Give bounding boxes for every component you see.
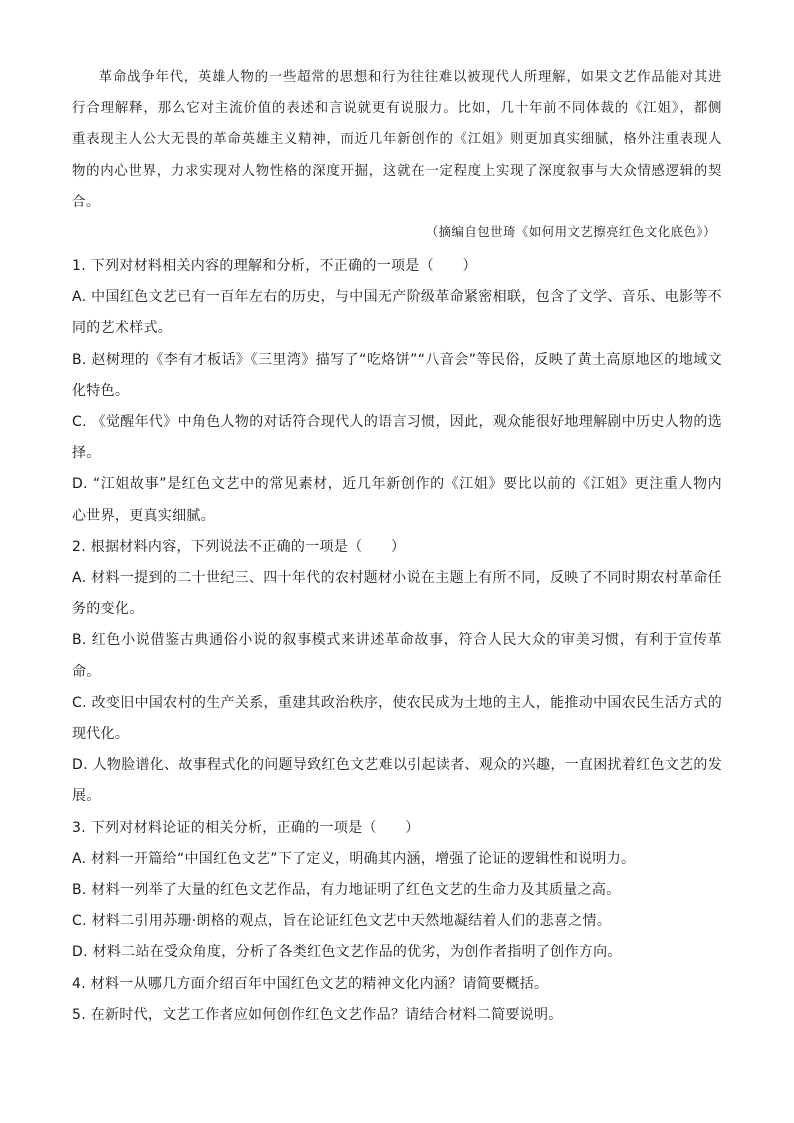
question-3-option-c: C. 材料二引用苏珊·朗格的观点，旨在论证红色文艺中天然地凝结着人们的悲喜之情。 bbox=[72, 913, 612, 930]
question-2-option-d: D. 人物脸谱化、故事程式化的问题导致红色文艺难以引起读者、观众的兴趣，一直困扰着红色文艺的发展。 bbox=[72, 757, 722, 805]
passage-paragraph: 革命战争年代，英雄人物的一些超常的思想和行为往往难以被现代人所理解，如果文艺作品能对其进行合理解释，那么它对主流价值的表述和言说就更有说服力。比如，几十年前不同体裁的《江姐》，都侧重表现主人公大无畏的革命英雄主义精神，而近几年新创作的《江姐》则更加真实细腻，格外注重表现人物的内心世界，力求实现对人物性格的深度开掘，这就在一定程度上实现了深度叙事与大众情感逻辑的契合。 bbox=[72, 70, 722, 210]
passage-source: （摘编自包世琦《如何用文艺擦亮红色文化底色》） bbox=[425, 224, 716, 239]
question-list bbox=[72, 251, 722, 1031]
question-5-stem: 5. 在新时代，文艺工作者应如何创作红色文艺作品？请结合材料二简要说明。 bbox=[72, 1006, 563, 1023]
question-2-option-b: B. 红色小说借鉴古典通俗小说的叙事模式来讲述革命故事，符合人民大众的审美习惯，有利于宣传革命。 bbox=[72, 632, 722, 680]
question-2 bbox=[72, 532, 722, 813]
question-1-option-a: A. 中国红色文艺已有一百年左右的历史，与中国无产阶级革命紧密相联，包含了文学、音乐、电影等不同的艺术样式。 bbox=[72, 289, 722, 337]
question-3-stem: 3. 下列对材料论证的相关分析，正确的一项是（ ） bbox=[72, 819, 420, 836]
question-4-stem: 4. 材料一从哪几方面介绍百年中国红色文艺的精神文化内涵？请简要概括。 bbox=[72, 975, 549, 992]
reading-passage bbox=[72, 62, 722, 218]
question-1-option-d: D. “江姐故事”是红色文艺中的常见素材，近几年新创作的《江姐》要比以前的《江姐》更注重人物内心世界，更真实细腻。 bbox=[72, 476, 722, 524]
question-3 bbox=[72, 813, 722, 969]
question-4 bbox=[72, 969, 722, 1000]
question-2-option-a: A. 材料一提到的二十世纪三、四十年代的农村题材小说在主题上有所不同，反映了不同时期农村革命任务的变化。 bbox=[72, 570, 722, 618]
question-1-option-c: C. 《觉醒年代》中角色人物的对话符合现代人的语言习惯，因此，观众能很好地理解剧中历史人物的选择。 bbox=[72, 414, 722, 462]
question-3-option-d: D. 材料二站在受众角度，分析了各类红色文艺作品的优劣，为创作者指明了创作方向。 bbox=[72, 944, 622, 961]
question-3-option-b: B. 材料一列举了大量的红色文艺作品，有力地证明了红色文艺的生命力及其质量之高。 bbox=[72, 882, 621, 899]
question-3-option-a: A. 材料一开篇给“中国红色文艺”下了定义，明确其内涵，增强了论证的逻辑性和说明力。 bbox=[72, 850, 636, 867]
question-2-option-c: C. 改变旧中国农村的生产关系，重建其政治秩序，使农民成为土地的主人，能推动中国农民生活方式的现代化。 bbox=[72, 694, 722, 743]
question-5 bbox=[72, 1000, 722, 1031]
question-1-option-b: B. 赵树理的《李有才板话》《三里湾》描写了“吃烙饼”“八音会”等民俗，反映了黄土高原地区的地域文化特色。 bbox=[72, 351, 722, 399]
question-1 bbox=[72, 251, 722, 532]
question-2-stem: 2. 根据材料内容，下列说法不正确的一项是（ ） bbox=[72, 538, 406, 555]
question-1-stem: 1. 下列对材料相关内容的理解和分析，不正确的一项是（ ） bbox=[72, 258, 477, 274]
